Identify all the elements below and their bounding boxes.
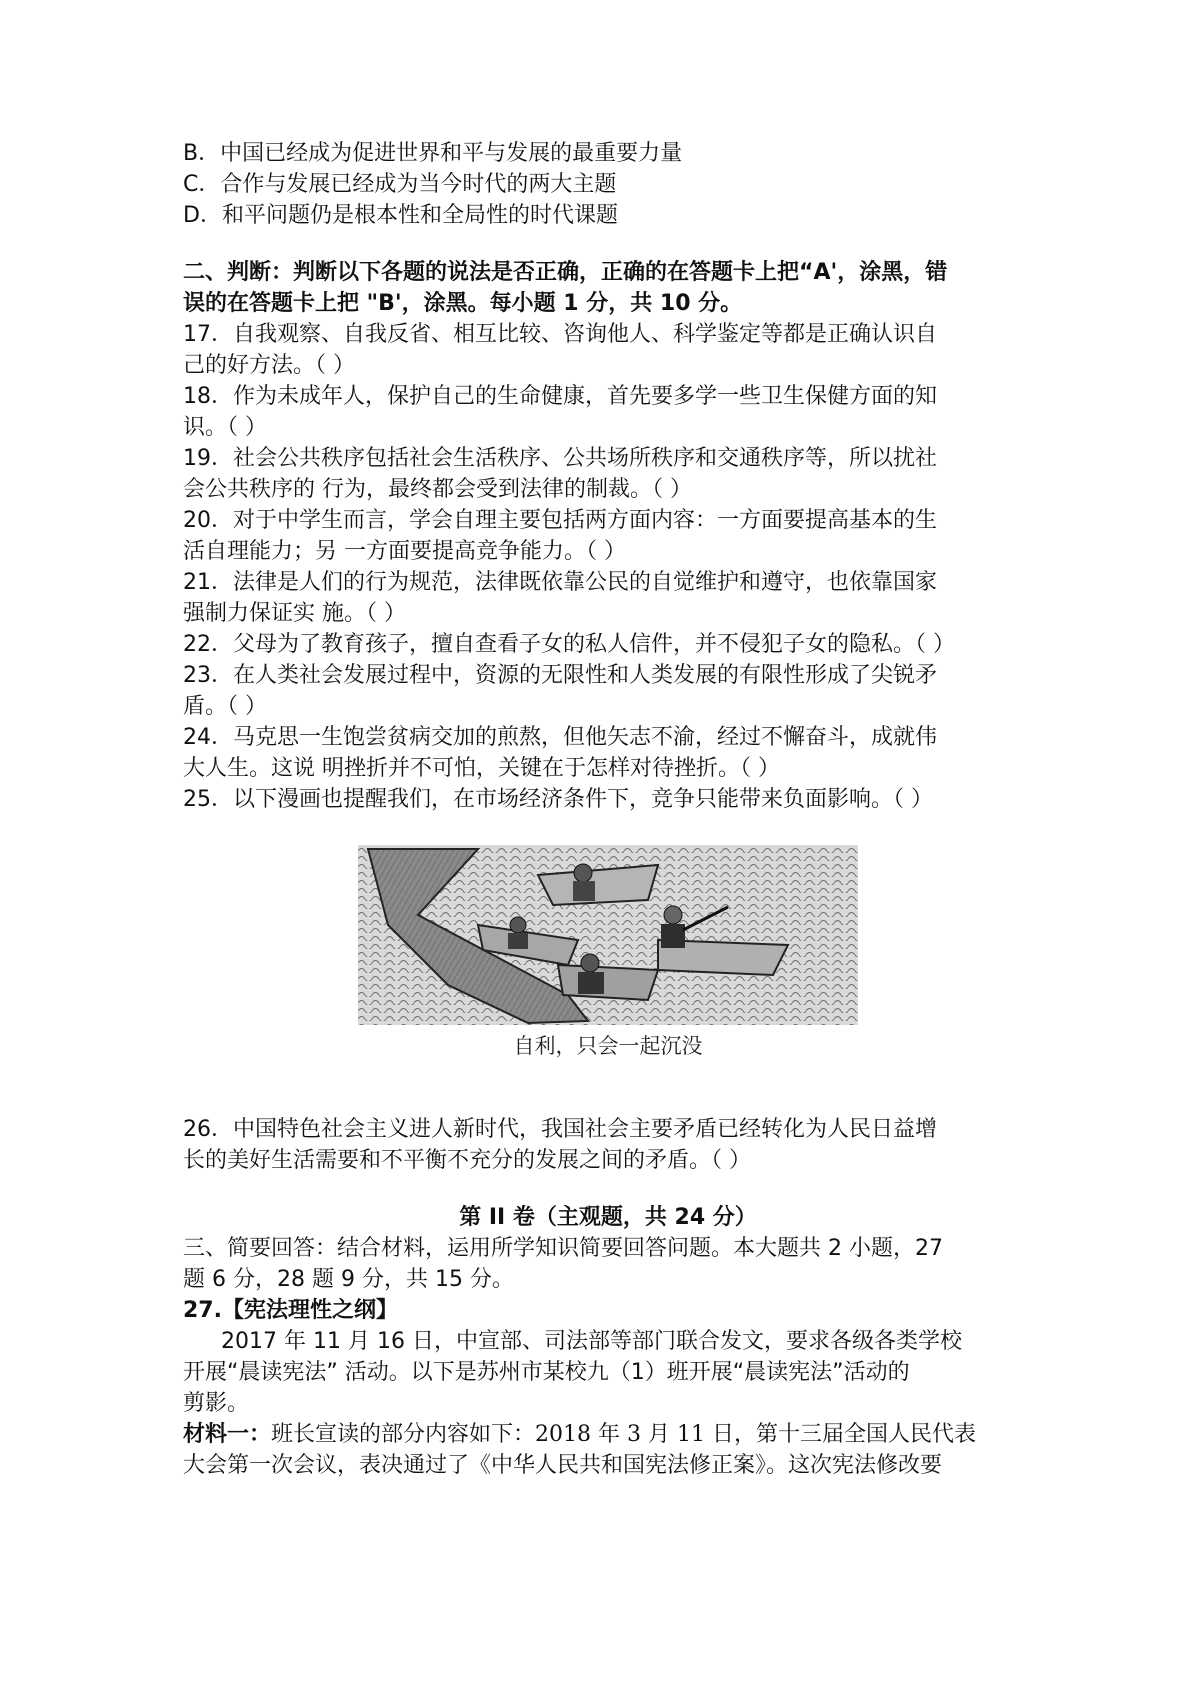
question-18	[183, 381, 1033, 443]
section2-header-line1: 二、判断：判断以下各题的说法是否正确，正确的在答题卡上把“A'，涂黑，错	[183, 260, 948, 285]
cartoon-figure	[358, 845, 858, 1062]
material-one-label: 材料一：	[183, 1421, 272, 1447]
section2-header	[183, 257, 1033, 319]
material-one	[183, 1419, 1033, 1450]
section2-header-line2: 误的在答题卡上把 "B'，涂黑。每小题 1 分，共 10 分。	[183, 291, 743, 316]
part2-intro-line1: 三、简要回答：结合材料，运用所学知识简要回答问题。本大题共 2 小题，27	[183, 1236, 943, 1261]
question-27-paragraph: 开展“晨读宪法” 活动。以下是苏州市某校九（1）班开展“晨读宪法”活动的	[183, 1360, 910, 1385]
question-text: 25．以下漫画也提醒我们，在市场经济条件下，竞争只能带来负面影响。（ ）	[183, 787, 933, 812]
question-text: 20．对于中学生而言，学会自理主要包括两方面内容：一方面要提高基本的生	[183, 508, 937, 533]
question-27-title: 27.【宪法理性之纲】	[183, 1298, 398, 1323]
question-27-paragraph: 剪影。	[183, 1391, 250, 1416]
question-20	[183, 505, 1033, 567]
material-one-text: 大会第一次会议，表决通过了《中华人民共和国宪法修正案》。这次宪法修改要	[183, 1453, 943, 1478]
part2-title: 第 II 卷（主观题，共 24 分）	[459, 1205, 757, 1230]
question-21	[183, 567, 1033, 629]
material-one-text: 班长宣读的部分内容如下：2018 年 3 月 11 日，第十三届全国人民代表	[271, 1422, 976, 1447]
option-d: D．和平问题仍是根本性和全局性的时代课题	[183, 203, 618, 228]
question-text: 24．马克思一生饱尝贫病交加的煎熬，但他矢志不渝，经过不懈奋斗，成就伟	[183, 725, 937, 750]
question-17	[183, 319, 1033, 381]
question-text: 长的美好生活需要和不平衡不充分的发展之间的矛盾。（ ）	[183, 1148, 751, 1173]
option-c: C．合作与发展已经成为当今时代的两大主题	[183, 172, 617, 197]
question-27-paragraph: 2017 年 11 月 16 日，中宣部、司法部等部门联合发文，要求各级各类学校	[221, 1329, 962, 1354]
question-text: 强制力保证实 施。（ ）	[183, 601, 406, 626]
question-text: 21．法律是人们的行为规范，法律既依靠公民的自觉维护和遵守，也依靠国家	[183, 570, 937, 595]
question-26	[183, 1114, 1033, 1176]
question-19	[183, 443, 1033, 505]
question-text: 19．社会公共秩序包括社会生活秩序、公共场所秩序和交通秩序等，所以扰社	[183, 446, 937, 471]
question-text: 23．在人类社会发展过程中，资源的无限性和人类发展的有限性形成了尖锐矛	[183, 663, 937, 688]
option-b: B．中国已经成为促进世界和平与发展的最重要力量	[183, 141, 683, 166]
question-text: 18．作为未成年人，保护自己的生命健康，首先要多学一些卫生保健方面的知	[183, 384, 937, 409]
question-text: 26．中国特色社会主义进人新时代，我国社会主要矛盾已经转化为人民日益增	[183, 1117, 937, 1142]
question-text: 22．父母为了教育孩子，擅自查看子女的私人信件，并不侵犯子女的隐私。（ ）	[183, 632, 955, 657]
question-text: 活自理能力；另 一方面要提高竞争能力。（ ）	[183, 539, 626, 564]
options-list	[183, 138, 1033, 231]
question-22	[183, 629, 1033, 660]
question-24	[183, 722, 1033, 784]
question-25	[183, 784, 1033, 815]
cartoon-image	[358, 845, 858, 1025]
question-text: 大人生。这说 明挫折并不可怕，关键在于怎样对待挫折。（ ）	[183, 756, 780, 781]
question-text: 会公共秩序的 行为，最终都会受到法律的制裁。（ ）	[183, 477, 692, 502]
question-text: 盾。（ ）	[183, 694, 267, 719]
question-text: 17．自我观察、自我反省、相互比较、咨询他人、科学鉴定等都是正确认识自	[183, 322, 937, 347]
part2-intro-line2: 题 6 分，28 题 9 分，共 15 分。	[183, 1267, 514, 1292]
question-text: 识。（ ）	[183, 415, 267, 440]
cartoon-caption: 自利，只会一起沉没	[513, 1034, 703, 1058]
question-23	[183, 660, 1033, 722]
page-content	[183, 138, 1033, 1481]
question-text: 己的好方法。（ ）	[183, 353, 355, 378]
